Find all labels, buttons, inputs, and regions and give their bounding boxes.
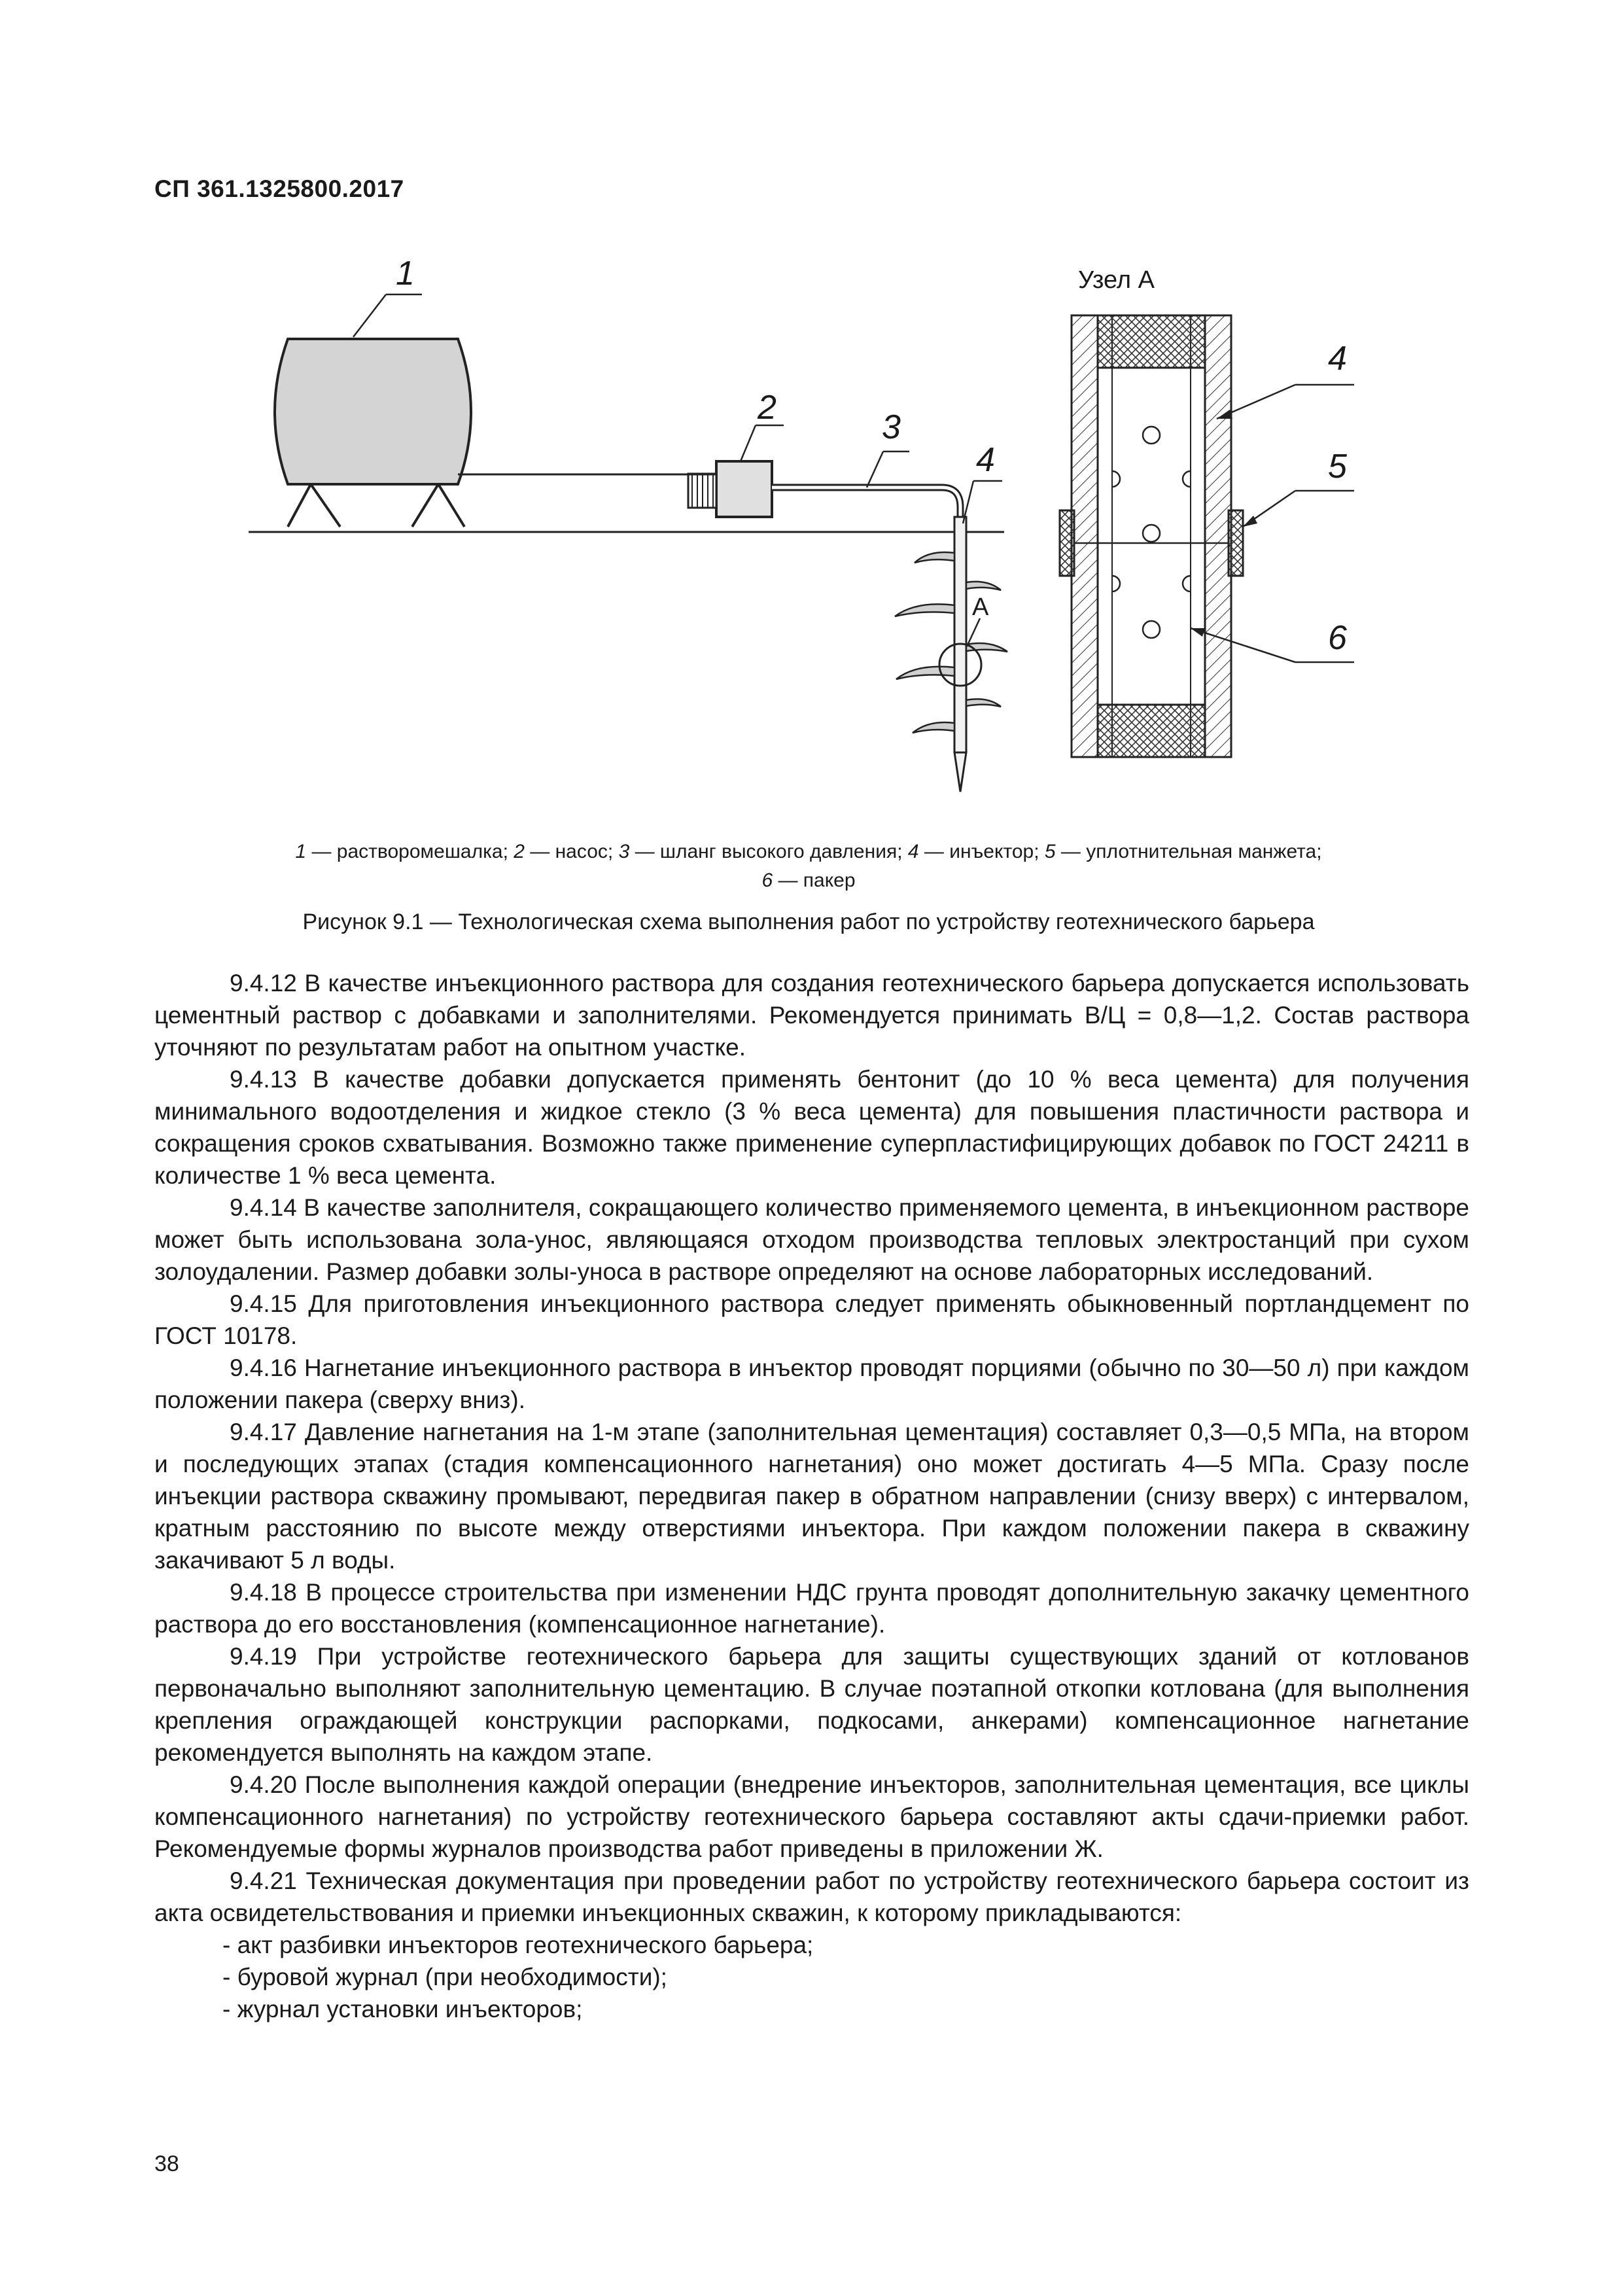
label-hose: 3 [882, 408, 901, 446]
paragraph-9-4-16: 9.4.16 Нагнетание инъекционного раствора в инъектор проводят порциями (обычно по 30—50 л) при каждом положении пакера (сверху вниз). [154, 1354, 1469, 1413]
label-mixer: 1 [396, 255, 415, 292]
detail-label-cuff: 5 [1328, 448, 1347, 486]
paragraph-9-4-15: 9.4.15 Для приготовления инъекционного раствора следует применять обыкновенный портландцемент по ГОСТ 10178. [154, 1290, 1469, 1349]
paragraph-9-4-13: 9.4.13 В качестве добавки допускается применять бентонит (до 10 % веса цемента) для получения минимального водоотделения и жидкое стекло (3 % веса цемента) для повышения пластичности раствора и сокращения сроков схватывания. Возможно также применение суперпластифицирующих добавок по ГОСТ 24211 в количестве 1 % веса цемента. [154, 1066, 1469, 1189]
list-item: - журнал установки инъекторов; [222, 1996, 583, 2022]
list-item: - акт разбивки инъекторов геотехнического барьера; [222, 1932, 814, 1958]
paragraph-9-4-17: 9.4.17 Давление нагнетания на 1-м этапе (заполнительная цементация) составляет 0,3—0,5 МПа, на втором и последующих этапах (стадия компенсационного нагнетания) оно может достигать 4—5 МПа. Сразу после инъекции раствора скважину промывают, передвигая пакер в обратном направлении (снизу вверх) с интервалом, кратным расстоянию по высоте между отверстиями инъектора. При каждом положении пакера в скважину закачивают 5 л воды. [154, 1419, 1469, 1574]
label-node-a: А [972, 593, 989, 621]
injector [895, 517, 1007, 792]
paragraph-9-4-20: 9.4.20 После выполнения каждой операции (внедрение инъекторов, заполнительная цементация, все циклы компенсационного нагнетания) по устройству геотехнического барьера составляют акты сдачи-приемки работ. Рекомендуемые формы журналов производства работ приведены в приложении Ж. [154, 1771, 1469, 1862]
label-pump: 2 [758, 389, 777, 427]
figure-9-1 [249, 255, 1400, 798]
detail-label-injector: 4 [1328, 340, 1347, 378]
document-code-header: СП 361.1325800.2017 [154, 175, 404, 202]
paragraph-9-4-19: 9.4.19 При устройстве геотехнического барьера для защиты существующих зданий от котлованов первоначально выполняют заполнительную цементацию. В случае поэтапной откопки котлована (для выполнения крепления ограждающей конструкции распорками, подкосами, анкерами) компенсационное нагнетание рекомендуется выполнять на каждом этапе. [154, 1643, 1469, 1766]
paragraph-9-4-21: 9.4.21 Техническая документация при проведении работ по устройству геотехнического барьера состоит из акта освидетельствования и приемки инъекционных скважин, к которому прикладываются: [154, 1867, 1469, 1926]
body-text [154, 967, 1469, 2025]
paragraph-9-4-18: 9.4.18 В процессе строительства при изменении НДС грунта проводят дополнительную закачку цементного раствора до его восстановления (компенсационное нагнетание). [154, 1579, 1469, 1638]
page-number: 38 [154, 2151, 179, 2176]
figure-caption: Рисунок 9.1 — Технологическая схема выполнения работ по устройству геотехнического барьера [302, 910, 1315, 934]
pump [458, 461, 772, 517]
high-pressure-hose [772, 487, 960, 530]
legend-line-1: 1 — растворомешалка; 2 — насос; 3 — шланг высокого давления; 4 — инъектор; 5 — уплотнительная манжета; [295, 841, 1322, 862]
paragraph-9-4-12: 9.4.12 В качестве инъекционного раствора для создания геотехнического барьера допускается использовать цементный раствор с добавками и заполнителями. Рекомендуется принимать В/Ц = 0,8—1,2. Состав раствора уточняют по результатам работ на опытном участке. [154, 970, 1469, 1061]
detail-label-packer: 6 [1328, 619, 1347, 657]
paragraph-9-4-14: 9.4.14 В качестве заполнителя, сокращающего количество применяемого цемента, в инъекционном растворе может быть использована зола-унос, являющаяся отходом производства тепловых электростанций при сухом золоудалении. Размер добавки золы-уноса в растворе определяют на основе лабораторных исследований. [154, 1194, 1469, 1285]
list-item: - буровой журнал (при необходимости); [222, 1964, 667, 1990]
legend-line-2: 6 — пакер [761, 870, 856, 891]
mortar-mixer [275, 339, 471, 527]
label-injector: 4 [976, 441, 995, 479]
figure-legend [154, 838, 1463, 895]
detail-title: Узел А [1078, 266, 1155, 294]
detail-node-a [1060, 315, 1243, 757]
